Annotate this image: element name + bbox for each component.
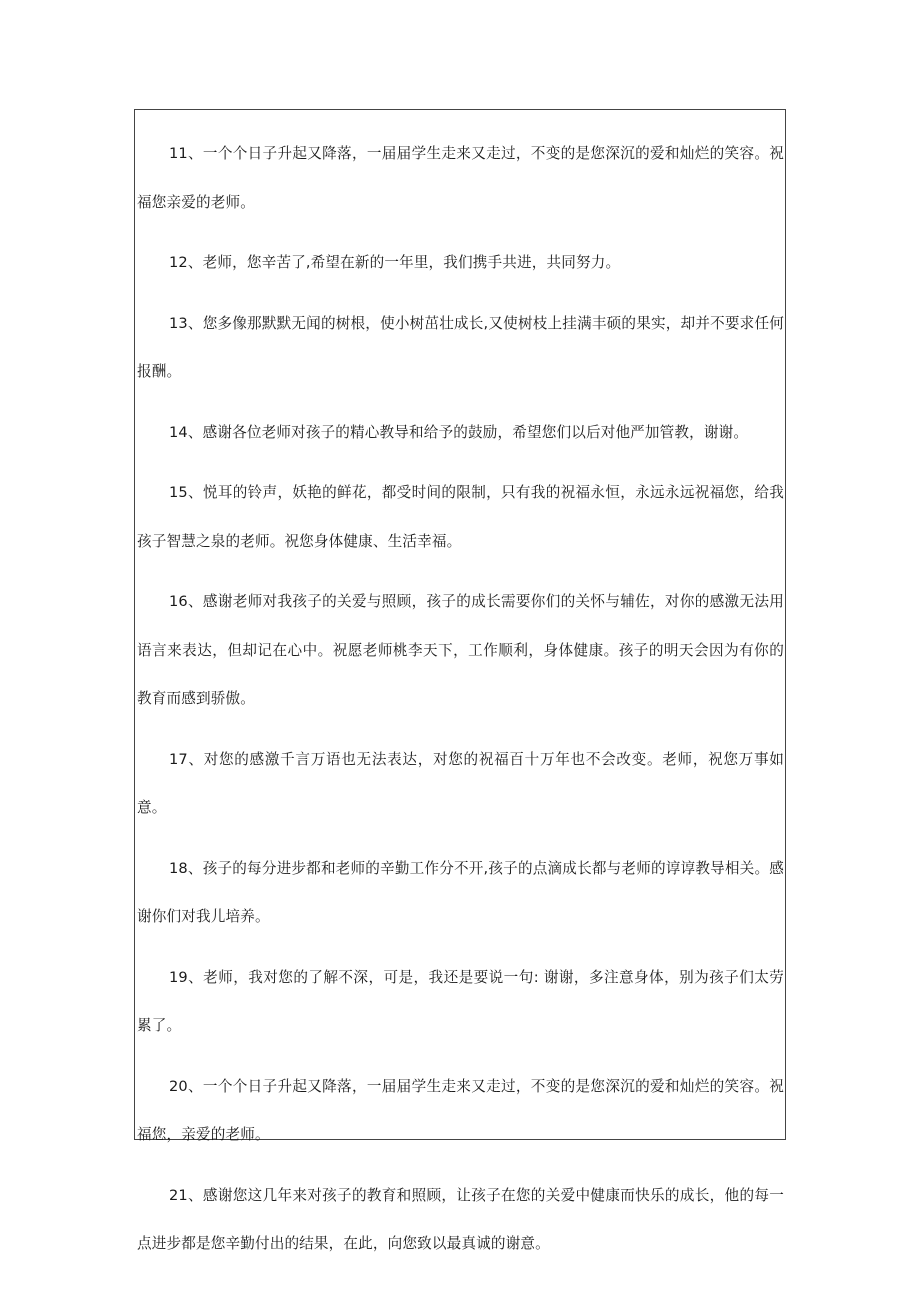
paragraph-16: 16、感谢老师对我孩子的关爱与照顾，孩子的成长需要你们的关怀与辅佐，对你的感激无法用语言来表达，但却记在心中。祝愿老师桃李天下，工作顺利，身体健康。孩子的明天会因为有你的教育而感到骄傲。 <box>137 593 784 707</box>
paragraph-13: 13、您多像那默默无闻的树根，使小树茁壮成长,又使树枝上挂满丰硕的果实，却并不要求任何报酬。 <box>137 314 784 380</box>
paragraph-14: 14、感谢各位老师对孩子的精心教导和给予的鼓励，希望您们以后对他严加管教，谢谢。 <box>169 423 749 441</box>
paragraph-17: 17、对您的感激千言万语也无法表达，对您的祝福百十万年也不会改变。老师，祝您万事如意。 <box>137 750 784 816</box>
paragraph-20: 20、一个个日子升起又降落，一届届学生走来又走过，不变的是您深沉的爱和灿烂的笑容。祝福您，亲爱的老师。 <box>137 1077 784 1143</box>
content-frame <box>134 109 786 1252</box>
paragraph-12: 12、老师，您辛苦了,希望在新的一年里，我们携手共进，共同努力。 <box>169 254 621 271</box>
paragraph-11: 11、一个个日子升起又降落，一届届学生走来又走过，不变的是您深沉的爱和灿烂的笑容。祝福您亲爱的老师。 <box>137 145 784 211</box>
paragraph-15: 15、悦耳的铃声，妖艳的鲜花，都受时间的限制，只有我的祝福永恒，永远永远祝福您，给我孩子智慧之泉的老师。祝您身体健康、生活幸福。 <box>137 484 784 550</box>
paragraph-18: 18、孩子的每分进步都和老师的辛勤工作分不开,孩子的点滴成长都与老师的谆谆教导相关。感谢你们对我儿培养。 <box>137 859 784 925</box>
paragraph-19: 19、老师，我对您的了解不深，可是，我还是要说一句: 谢谢，多注意身体，别为孩子们太劳累了。 <box>137 968 784 1034</box>
paragraph-21: 21、感谢您这几年来对孩子的教育和照顾，让孩子在您的关爱中健康而快乐的成长，他的每一点进步都是您辛勤付出的结果，在此，向您致以最真诚的谢意。 <box>137 1186 784 1252</box>
